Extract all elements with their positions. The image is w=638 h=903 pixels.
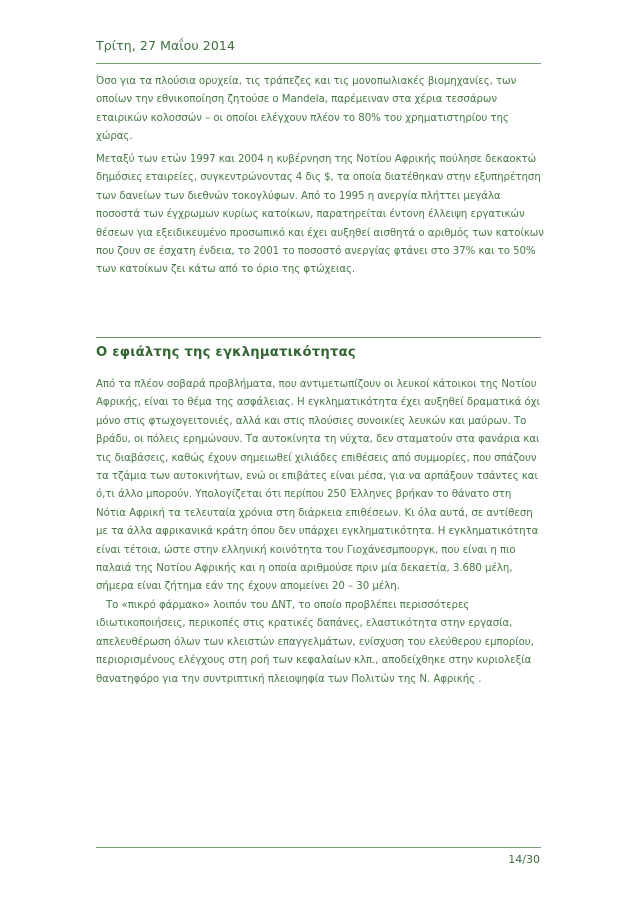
crime-section-body — [96, 376, 544, 689]
body-paragraph: Όσο για τα πλούσια ορυχεία, τις τράπεζες και τις μονοπωλιακές βιομηχανίες, των οποίων την εθνικοποίηση ζητούσε ο Mandela, παρέμειναν στα χέρια τεσσάρων εταιρικών κολοσσών – οι οποίοι ελέγχουν πλέον το 80% του χρηματιστηρίου της χώρας. — [96, 76, 517, 143]
economy-paragraph-block — [96, 151, 544, 280]
header-date: Τρίτη, 27 Μαΐου 2014 — [96, 38, 235, 53]
page-number: 14/30 — [508, 853, 540, 866]
body-paragraph: Από τα πλέον σοβαρά προβλήματα, που αντιμετωπίζουν οι λευκοί κάτοικοι της Νοτίου Αφρικής, είναι το θέμα της ασφάλειας. Η εγκληματικότητα έχει αυξηθεί δραματικά όχι μόνο στις φτωχογειτονιές, αλλά και στις πλούσιες συνοικίες λευκών και μαύρων. Το βράδυ, οι πόλεις ερημώνουν. Τα αυτοκίνητα τη νύχτα, δεν σταματούν στα φανάρια και τις διαβάσεις, καθώς έχουν σημειωθεί χιλιάδες επιθέσεις από συμμορίες, που σπάζουν τα τζάμια των αυτοκινήτων, ενώ οι επιβάτες είναι μέσα, για να αρπάξουν τσάντες και ό,τι άλλο μπορούν. Υπολογίζεται ότι περίπου 250 Έλληνες βρήκαν το θάνατο στη Νότια Αφρική τα τελευταία χρόνια στη διάρκεια επιθέσεων. Κι όλα αυτά, σε αντίθεση με τα άλλα αφρικανικά κράτη όπου δεν υπάρχει εγκληματικότητα. Η εγκληματικότητα είναι τέτοια, ώστε στην ελληνική κοινότητα του Γιοχάνεσμπουργκ, που είναι η πιο παλαιά της Νοτίου Αφρικής και η οποία αριθμούσε πριν μία δεκαετία, 3.680 μέλη, σήμερα είναι ζήτημα εάν της έχουν απομείνει 20 – 30 μέλη. — [96, 379, 540, 593]
intro-paragraph-block — [96, 73, 544, 147]
body-paragraph: Το «πικρό φάρμακο» λοιπόν του ΔΝΤ, το οποίο προβλέπει περισσότερες ιδιωτικοποιήσεις, περικοπές στις κρατικές δαπάνες, ελαστικότητα στην εργασία, απελευθέρωση όλων των κλειστών επαγγελμάτων, ενίσχυση του ελεύθερου εμπορίου, περιορισμένους ελέγχους στη ροή των κεφαλαίων κλπ., αποδείχθηκε στην κυριολεξία θανατηφόρο για την συντριπτική πλειοψηφία των Πολιτών της Ν. Αφρικής . — [96, 599, 534, 685]
body-paragraph: Μεταξύ των ετών 1997 και 2004 η κυβέρνηση της Νοτίου Αφρικής πούλησε δεκαοκτώ δημόσιες εταιρείες, συγκεντρώνοντας 4 δις $, τα οποία διατέθηκαν στην εξυπηρέτηση των δανείων των διεθνών τοκογλύφων. Από το 1995 η ανεργία πλήττει μεγάλα ποσοστά των έγχρωμων κυρίως κατοίκων, παρατηρείται έντονη έλλειψη εργατικών θέσεων για εξειδικευμένο προσωπικό και έχει αυξηθεί αισθητά ο αριθμός των κατοίκων που ζουν σε έσχατη ένδεια, το 2001 το ποσοστό ανεργίας φτάνει στο 37% και το 50% των κατοίκων ζει κάτω από το όριο της φτώχειας. — [96, 154, 544, 276]
section-heading: Ο εφιάλτης της εγκληματικότητας — [96, 345, 356, 360]
footer-divider — [96, 847, 541, 848]
section-divider — [96, 337, 541, 338]
header-divider — [96, 63, 541, 64]
